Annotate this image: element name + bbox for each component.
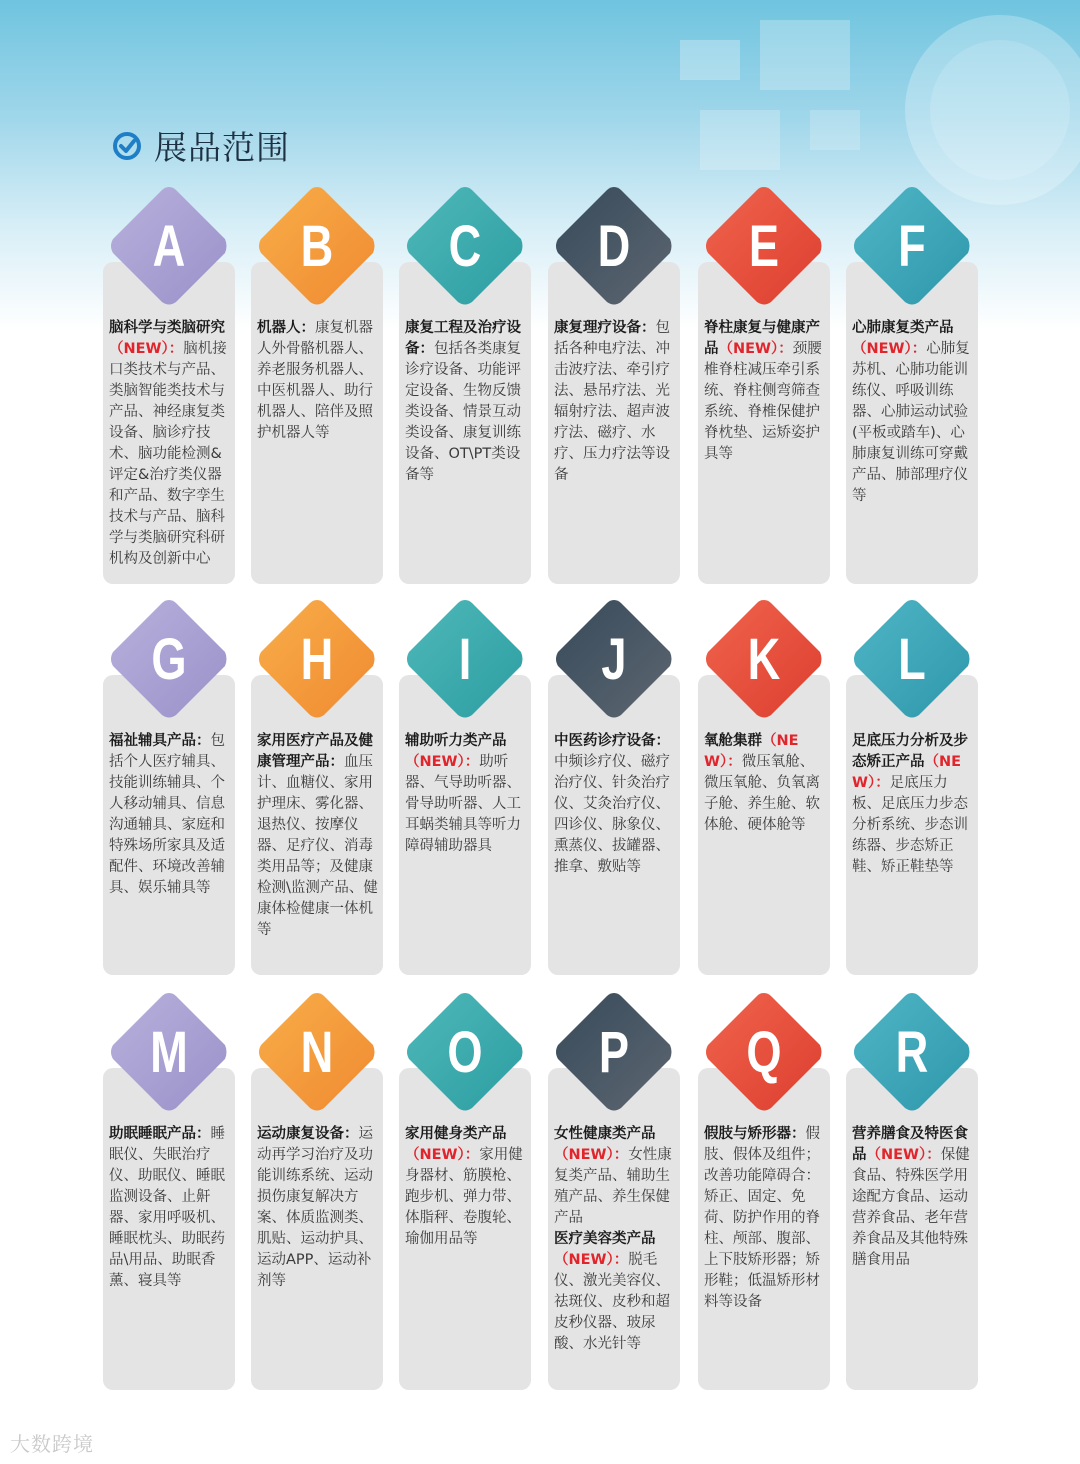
category-letter: L (898, 626, 926, 692)
category-letter: P (598, 1019, 630, 1085)
card-o (399, 1068, 531, 1390)
category-letter: G (151, 626, 187, 692)
check-circle-icon (112, 131, 142, 161)
category-title: 福祉辅具产品： (109, 733, 211, 749)
category-title: 心肺康复类产品 (852, 320, 954, 336)
letter-badge-a (106, 183, 232, 309)
category-letter: K (747, 626, 781, 692)
category-body: 包括各类康复诊疗设备、功能评定设备、生物反馈类设备、情景互动类设备、康复训练设备、OT\PT类设备等 (405, 341, 521, 483)
card-description (852, 1124, 974, 1271)
category-title: 运动康复设备： (257, 1126, 359, 1142)
card-description (405, 1124, 527, 1250)
category-body: 运动再学习治疗及功能训练系统、运动损伤康复解决方案、体质监测类、肌贴、运动护具、运动APP、运动补剂等 (257, 1126, 373, 1289)
card-n (251, 1068, 383, 1390)
card-description (109, 1124, 231, 1292)
letter-badge-e (701, 183, 827, 309)
category-title: 康复理疗设备： (554, 320, 656, 336)
letter-badge-q (701, 989, 827, 1115)
category-title: 女性健康类产品 (554, 1126, 656, 1142)
category-body: 心肺复苏机、心肺功能训练仪、呼吸训练器、心肺运动试验(平板或踏车)、心肺康复训练可穿戴产品、肺部理疗仪等 (852, 341, 970, 504)
category-body: 助听器、气导助听器、骨导助听器、人工耳蜗类辅具等听力障碍辅助器具 (405, 754, 521, 854)
card-a (103, 262, 235, 584)
category-letter: D (597, 213, 631, 279)
letter-badge-m (106, 989, 232, 1115)
category-title: 假肢与矫形器： (704, 1126, 806, 1142)
category-title: 营养膳食及特医食品 (852, 1126, 968, 1163)
category-title: 氧舱集群 (704, 733, 762, 749)
new-badge: （NEW）： (405, 1147, 480, 1163)
category-letter: E (748, 213, 780, 279)
watermark: 大数跨境 (10, 1432, 94, 1456)
category-body: 足底压力板、足底压力步态分析系统、步态训练器、步态矫正鞋、矫正鞋垫等 (852, 775, 968, 875)
card-f (846, 262, 978, 584)
new-badge: （NEW）： (866, 1147, 941, 1163)
category-body: 脑机接口类技术与产品、类脑智能类技术与产品、神经康复类设备、脑诊疗技术、脑功能检测&评定&治疗类仪器和产品、数字孪生技术与产品、脑科学与类脑研究科研机构及创新中心 (109, 341, 227, 567)
category-letter: I (458, 626, 472, 692)
letter-badge-l (849, 596, 975, 722)
new-badge: （NEW）： (554, 1252, 629, 1268)
card-description (109, 731, 231, 899)
category-title: 医疗美容类产品 (554, 1231, 656, 1247)
new-badge: （NEW）： (405, 754, 480, 770)
card-q (698, 1068, 830, 1390)
new-badge: （NEW）： (718, 341, 793, 357)
category-body: 包括个人医疗辅具、技能训练辅具、个人移动辅具、信息沟通辅具、家庭和特殊场所家具及适配件、环境改善辅具、娱乐辅具等 (109, 733, 225, 896)
category-body: 血压计、血糖仪、家用护理床、雾化器、退热仪、按摩仪器、足疗仪、消毒类用品等；及健康检测\监测产品、健康体检健康一体机等 (257, 754, 378, 938)
category-title: 家用医疗产品及健康管理产品： (257, 733, 373, 770)
card-r (846, 1068, 978, 1390)
card-description (554, 1124, 676, 1355)
card-description (704, 318, 826, 465)
category-letter: N (300, 1019, 334, 1085)
letter-badge-j (551, 596, 677, 722)
card-m (103, 1068, 235, 1390)
card-p (548, 1068, 680, 1390)
card-d (548, 262, 680, 584)
card-description (704, 731, 826, 836)
category-body: 脱毛仪、激光美容仪、祛斑仪、皮秒和超皮秒仪器、玻尿酸、水光针等 (554, 1252, 670, 1352)
category-title: 康复工程及治疗设备： (405, 320, 521, 357)
letter-badge-b (254, 183, 380, 309)
letter-badge-i (402, 596, 528, 722)
category-body: 保健食品、特殊医学用途配方食品、运动营养食品、老年营养食品及其他特殊膳食用品 (852, 1147, 970, 1268)
page-title: 展品范围 (154, 128, 290, 167)
letter-badge-k (701, 596, 827, 722)
category-title: 家用健身类产品 (405, 1126, 507, 1142)
letter-badge-f (849, 183, 975, 309)
card-c (399, 262, 531, 584)
section-header (112, 122, 290, 169)
category-title: 机器人： (257, 320, 315, 336)
card-description (554, 318, 676, 486)
category-body: 睡眠仪、失眠治疗仪、助眠仪、睡眠监测设备、止鼾器、家用呼吸机、睡眠枕头、助眠药品\用品、助眠香薰、寝具等 (109, 1126, 225, 1289)
category-body: 微压氧舱、微压氧舱、负氧离子舱、养生舱、软体舱、硬体舱等 (704, 754, 820, 833)
category-letter: F (898, 213, 926, 279)
card-description (405, 318, 527, 486)
category-letter: J (601, 626, 627, 692)
category-letter: Q (746, 1019, 782, 1085)
new-badge: （NEW）： (852, 341, 927, 357)
card-description (852, 731, 974, 878)
letter-badge-c (402, 183, 528, 309)
letter-badge-r (849, 989, 975, 1115)
card-description (257, 318, 379, 444)
category-title: 脑科学与类脑研究 (109, 320, 225, 336)
card-description (257, 1124, 379, 1292)
category-body: 中频诊疗仪、磁疗治疗仪、针灸治疗仪、艾灸治疗仪、四诊仪、脉象仪、熏蒸仪、拔罐器、推拿、敷贴等 (554, 754, 670, 875)
letter-badge-n (254, 989, 380, 1115)
card-description (852, 318, 974, 507)
category-title: 中医药诊疗设备： (554, 733, 670, 749)
card-e (698, 262, 830, 584)
category-letter: O (447, 1019, 483, 1085)
category-title: 辅助听力类产品 (405, 733, 507, 749)
category-body: 康复机器人外骨骼机器人、养老服务机器人、中医机器人、助行机器人、陪伴及照护机器人等 (257, 320, 373, 441)
category-title: 足底压力分析及步态矫正产品 (852, 733, 968, 770)
category-letter: B (300, 213, 334, 279)
category-letter: M (150, 1019, 188, 1085)
technology-decoration-image (640, 0, 1080, 210)
new-badge: （NEW）： (704, 733, 799, 770)
card-b (251, 262, 383, 584)
category-body: 女性康复类产品、辅助生殖产品、养生保健产品 (554, 1147, 672, 1226)
category-letter: H (300, 626, 334, 692)
letter-badge-p (551, 989, 677, 1115)
letter-badge-d (551, 183, 677, 309)
category-letter: C (448, 213, 482, 279)
category-body: 假肢、假体及组件；改善功能障碍合：矫正、固定、免荷、防护作用的脊柱、颅部、腹部、上下肢矫形器；矫形鞋；低温矫形材料等设备 (704, 1126, 820, 1310)
category-title: 助眠睡眠产品： (109, 1126, 211, 1142)
card-description (109, 318, 231, 570)
card-description (405, 731, 527, 857)
category-body: 包括各种电疗法、冲击波疗法、牵引疗法、悬吊疗法、光辐射疗法、超声波疗法、磁疗、水疗、压力疗法等设备 (554, 320, 670, 483)
new-badge: （NEW）： (852, 754, 962, 791)
card-description (257, 731, 379, 941)
letter-badge-h (254, 596, 380, 722)
category-letter: A (152, 213, 186, 279)
category-letter: R (895, 1019, 929, 1085)
new-badge: （NEW）： (109, 341, 184, 357)
card-description (554, 731, 676, 878)
card-description (704, 1124, 826, 1313)
letter-badge-o (402, 989, 528, 1115)
category-title: 脊柱康复与健康产品 (704, 320, 820, 357)
new-badge: （NEW）： (554, 1147, 629, 1163)
category-body: 颈腰椎脊柱减压牵引系统、脊柱侧弯筛查系统、脊椎保健护脊枕垫、运矫姿护具等 (704, 341, 822, 462)
category-body: 家用健身器材、筋膜枪、跑步机、弹力带、体脂秤、卷腹轮、瑜伽用品等 (405, 1147, 523, 1247)
letter-badge-g (106, 596, 232, 722)
